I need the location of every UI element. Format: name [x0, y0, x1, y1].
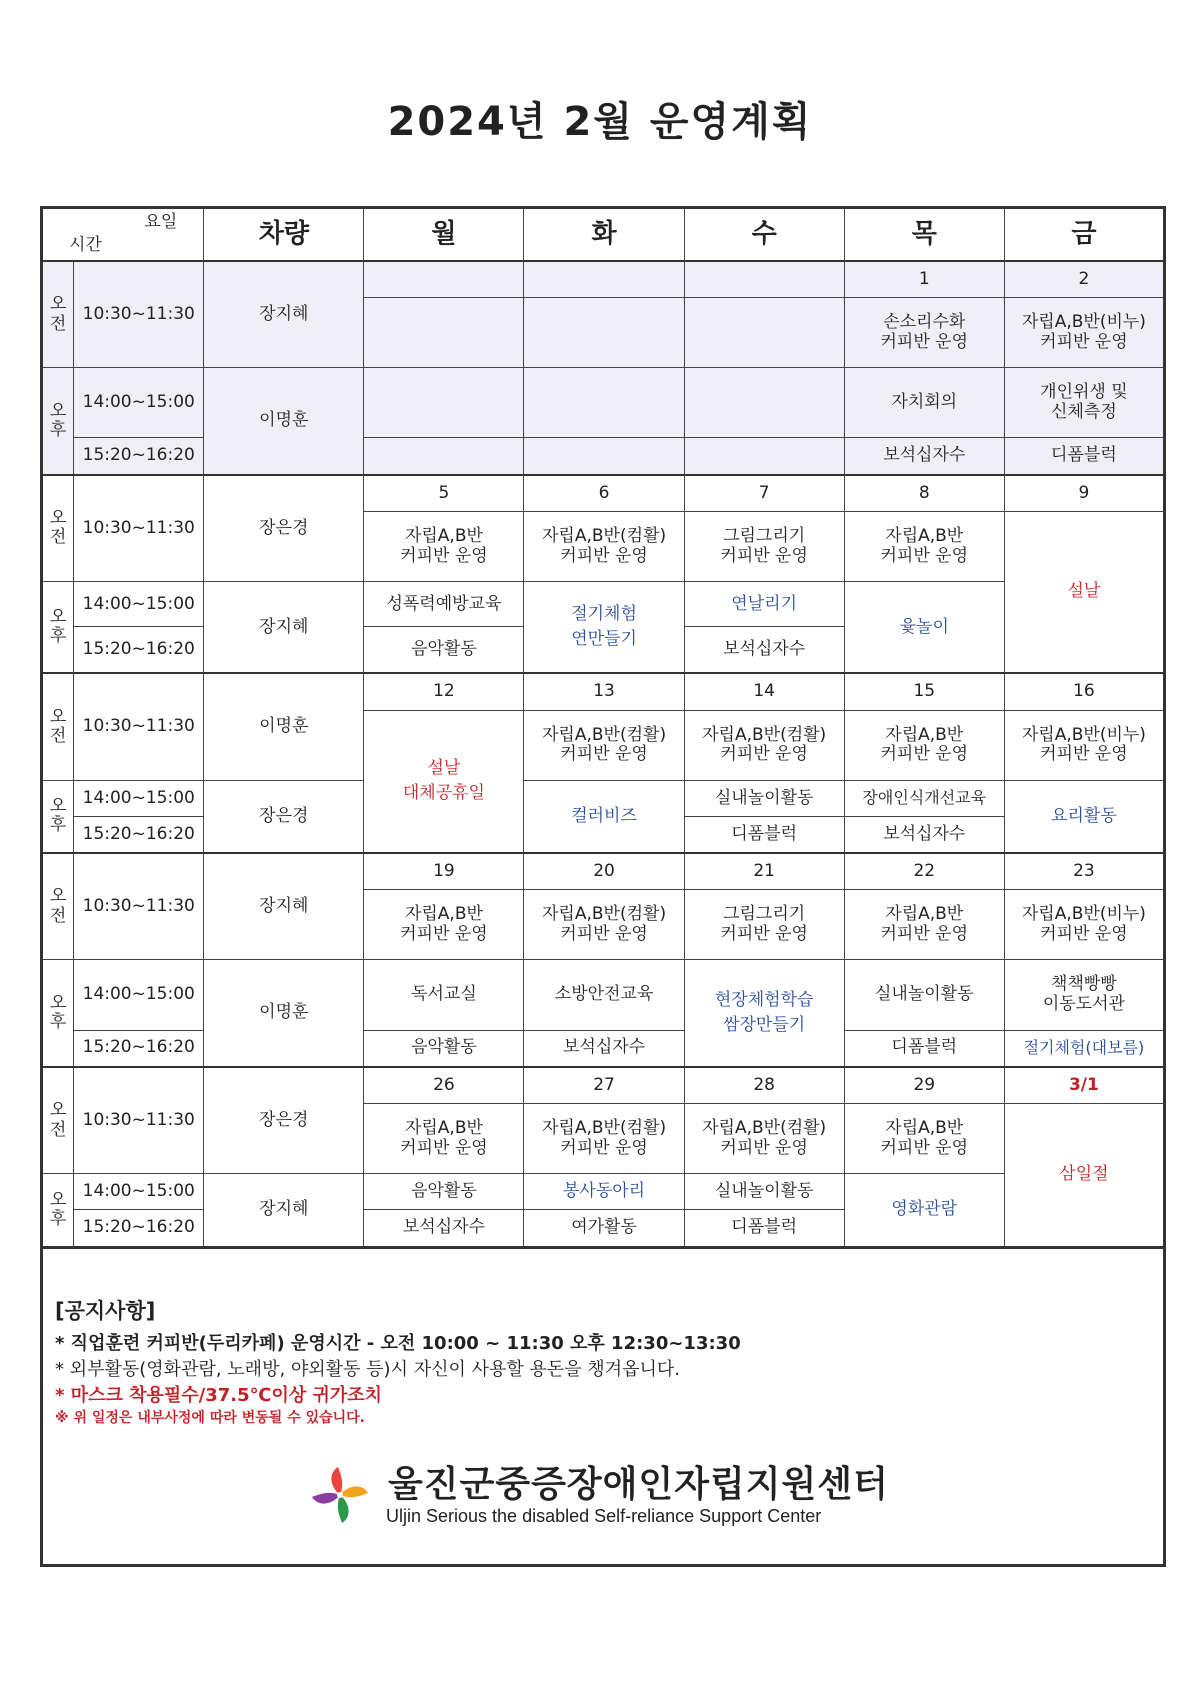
activity-cell: 장애인식개선교육: [844, 780, 1004, 816]
activity-cell: 보석십자수: [364, 1210, 524, 1248]
time-slot-pm-1: 14:00~15:00: [74, 582, 204, 627]
page-title: 2024년 2월 운영계획: [387, 99, 813, 145]
driver-pm: 이명훈: [204, 960, 364, 1067]
activity-cell: 자립A,B반(비누) 커피반 운영: [1004, 890, 1164, 960]
activity-cell: 자립A,B반 커피반 운영: [364, 1104, 524, 1174]
activity-cell: 자립A,B반(비누) 커피반 운영: [1004, 298, 1164, 368]
activity-cell: 절기체험 연만들기: [524, 582, 684, 674]
am-label: [42, 673, 74, 780]
time-slot-pm-2: 15:20~16:20: [74, 1210, 204, 1248]
org-name-english: Uljin Serious the disabled Self-reliance Support Center: [386, 1506, 822, 1526]
am-text: 오전: [49, 706, 67, 747]
activity-cell: 컬러비즈: [524, 780, 684, 853]
date-cell: 21: [684, 853, 844, 890]
driver-pm: 장지혜: [204, 1174, 364, 1248]
empty-cell: [364, 438, 524, 475]
time-slot-am: 10:30~11:30: [74, 853, 204, 960]
notice-line-1: * 직업훈련 커피반(두리카페) 운영시간 - 오전 10:00 ~ 11:30 오후 12:30~13:30: [55, 1333, 741, 1354]
date-cell: 19: [364, 853, 524, 890]
activity-cell: 책책빵빵 이동도서관: [1004, 960, 1164, 1030]
corner-header: [42, 208, 204, 262]
activity-cell: 실내놀이활동: [684, 1174, 844, 1210]
corner-time-label: 시간: [69, 235, 102, 256]
driver-am: 장은경: [204, 1067, 364, 1174]
time-slot-am: 10:30~11:30: [74, 673, 204, 780]
notice-line-3: * 마스크 착용필수/37.5℃이상 귀가조치: [55, 1385, 383, 1406]
date-cell: 22: [844, 853, 1004, 890]
activity-cell: 자립A,B반(컴활) 커피반 운영: [524, 1104, 684, 1174]
activity-cell: 자립A,B반(비누) 커피반 운영: [1004, 710, 1164, 780]
activity-cell: 절기체험(대보름): [1004, 1030, 1164, 1067]
corner-day-label: 요일: [144, 212, 178, 232]
pm-label: [42, 1174, 74, 1248]
am-label: [42, 1067, 74, 1174]
activity-cell: 음악활동: [364, 1030, 524, 1067]
holiday-cell: 설날: [1004, 512, 1164, 674]
week-5-date-row: [42, 1067, 1165, 1104]
driver-am: 이명훈: [204, 673, 364, 780]
date-cell: 28: [684, 1067, 844, 1104]
day-header-tue: 화: [524, 208, 684, 262]
activity-cell: 성폭력예방교육: [364, 582, 524, 627]
activity-cell: 소방안전교육: [524, 960, 684, 1030]
date-cell: 1: [844, 261, 1004, 298]
date-cell: 26: [364, 1067, 524, 1104]
time-slot-am: 10:30~11:30: [74, 475, 204, 582]
activity-cell: 독서교실: [364, 960, 524, 1030]
date-cell: 7: [684, 475, 844, 512]
empty-cell: [684, 261, 844, 298]
activity-cell: 자립A,B반 커피반 운영: [364, 512, 524, 582]
time-slot-pm-1: 14:00~15:00: [74, 960, 204, 1030]
activity-cell: 음악활동: [364, 627, 524, 673]
am-text: 오전: [49, 294, 67, 334]
schedule-table: [40, 206, 1166, 1249]
empty-cell: [524, 261, 684, 298]
pm-label: [42, 960, 74, 1067]
activity-cell: 디폼블럭: [844, 1030, 1004, 1067]
pm-label: [42, 368, 74, 475]
am-text: 오전: [49, 886, 67, 926]
activity-cell: 음악활동: [364, 1174, 524, 1210]
date-cell: 5: [364, 475, 524, 512]
date-cell: 12: [364, 673, 524, 710]
activity-cell: 손소리수화 커피반 운영: [844, 298, 1004, 368]
date-cell: 27: [524, 1067, 684, 1104]
date-cell: 29: [844, 1067, 1004, 1104]
week-1-date-row: [42, 261, 1165, 298]
time-slot-pm-1: 14:00~15:00: [74, 368, 204, 438]
activity-cell: 현장체험학습 쌈장만들기: [684, 960, 844, 1067]
header-row: [42, 208, 1165, 262]
notice-line-2: * 외부활동(영화관람, 노래방, 야외활동 등)시 자신이 사용할 용돈을 챙겨옵니다.: [55, 1359, 681, 1380]
day-header-fri: 금: [1004, 208, 1164, 262]
activity-cell: 윷놀이: [844, 582, 1004, 674]
notice-line-4: ※ 위 일정은 내부사정에 따라 변동될 수 있습니다.: [55, 1410, 366, 1426]
empty-cell: [524, 298, 684, 368]
day-header-wed: 수: [684, 208, 844, 262]
week-4-date-row: [42, 853, 1165, 890]
activity-cell: 자립A,B반(컴활) 커피반 운영: [684, 1104, 844, 1174]
activity-cell: 영화관람: [844, 1174, 1004, 1248]
pm-text: 오후: [49, 1189, 67, 1230]
driver-am: 장지혜: [204, 261, 364, 368]
time-slot-pm-2: 15:20~16:20: [74, 1030, 204, 1067]
vehicle-header: 차량: [204, 208, 364, 262]
activity-cell: 자립A,B반 커피반 운영: [844, 890, 1004, 960]
activity-cell: 요리활동: [1004, 780, 1164, 853]
activity-cell: 보석십자수: [524, 1030, 684, 1067]
week-4-pm-row-1: [42, 960, 1165, 1030]
activity-cell: 디폼블럭: [684, 1210, 844, 1248]
date-cell: 23: [1004, 853, 1164, 890]
date-cell: 15: [844, 673, 1004, 710]
date-cell: 20: [524, 853, 684, 890]
activity-cell: 자립A,B반 커피반 운영: [364, 890, 524, 960]
holiday-cell: 설날 대체공휴일: [364, 710, 524, 853]
day-header-thu: 목: [844, 208, 1004, 262]
pm-text: 오후: [49, 795, 67, 836]
am-label: [42, 853, 74, 960]
activity-cell: 봉사동아리: [524, 1174, 684, 1210]
activity-cell: 디폼블럭: [1004, 438, 1164, 475]
driver-am: 장은경: [204, 475, 364, 582]
activity-cell: 여가활동: [524, 1210, 684, 1248]
date-cell: 9: [1004, 475, 1164, 512]
empty-cell: [364, 368, 524, 438]
week-3-pm-row-1: [42, 780, 1165, 816]
activity-cell: 연날리기: [684, 582, 844, 627]
pm-text: 오후: [49, 400, 67, 441]
driver-am: 장지혜: [204, 853, 364, 960]
time-slot-am: 10:30~11:30: [74, 1067, 204, 1174]
empty-cell: [684, 298, 844, 368]
day-header-mon: 월: [364, 208, 524, 262]
date-cell: 8: [844, 475, 1004, 512]
org-name-korean: 울진군중증장애인자립지원센터: [388, 1464, 889, 1505]
notice-title: [공지사항]: [55, 1299, 156, 1323]
empty-cell: [364, 261, 524, 298]
pm-text: 오후: [49, 606, 67, 647]
activity-cell: 실내놀이활동: [684, 780, 844, 816]
driver-pm: 장지혜: [204, 582, 364, 674]
week-2-date-row: [42, 475, 1165, 512]
date-cell: 6: [524, 475, 684, 512]
pm-label: [42, 582, 74, 674]
am-text: 오전: [49, 1099, 67, 1140]
date-cell: 3/1: [1004, 1067, 1164, 1104]
activity-cell: 자치회의: [844, 368, 1004, 438]
empty-cell: [684, 368, 844, 438]
pm-label: [42, 780, 74, 853]
activity-cell: 개인위생 및 신체측정: [1004, 368, 1164, 438]
driver-pm: 이명훈: [204, 368, 364, 475]
date-cell: 16: [1004, 673, 1164, 710]
empty-cell: [524, 438, 684, 475]
activity-cell: 자립A,B반(컴활) 커피반 운영: [524, 710, 684, 780]
activity-cell: 보석십자수: [684, 627, 844, 673]
activity-cell: 실내놀이활동: [844, 960, 1004, 1030]
pinwheel-logo-icon: [310, 1465, 370, 1525]
time-slot-pm-2: 15:20~16:20: [74, 627, 204, 673]
activity-cell: 자립A,B반 커피반 운영: [844, 512, 1004, 582]
activity-cell: 그림그리기 커피반 운영: [684, 890, 844, 960]
date-cell: 2: [1004, 261, 1164, 298]
holiday-cell: 삼일절: [1004, 1104, 1164, 1248]
activity-cell: 자립A,B반 커피반 운영: [844, 710, 1004, 780]
am-text: 오전: [49, 507, 67, 548]
activity-cell: 그림그리기 커피반 운영: [684, 512, 844, 582]
activity-cell: 디폼블럭: [684, 816, 844, 853]
week-2-pm-row-1: [42, 582, 1165, 627]
activity-cell: 자립A,B반 커피반 운영: [844, 1104, 1004, 1174]
empty-cell: [524, 368, 684, 438]
activity-cell: 보석십자수: [844, 816, 1004, 853]
activity-cell: 자립A,B반(컴활) 커피반 운영: [684, 710, 844, 780]
time-slot-pm-1: 14:00~15:00: [74, 780, 204, 816]
week-5-pm-row-1: [42, 1174, 1165, 1210]
date-cell: 13: [524, 673, 684, 710]
activity-cell: 보석십자수: [844, 438, 1004, 475]
activity-cell: 자립A,B반(컴활) 커피반 운영: [524, 512, 684, 582]
date-cell: 14: [684, 673, 844, 710]
time-slot-am: 10:30~11:30: [74, 261, 204, 368]
time-slot-pm-2: 15:20~16:20: [74, 816, 204, 853]
time-slot-pm-2: 15:20~16:20: [74, 438, 204, 475]
time-slot-pm-1: 14:00~15:00: [74, 1174, 204, 1210]
activity-cell: 자립A,B반(컴활) 커피반 운영: [524, 890, 684, 960]
empty-cell: [364, 298, 524, 368]
driver-pm: 장은경: [204, 780, 364, 853]
week-3-date-row: [42, 673, 1165, 710]
am-label: [42, 475, 74, 582]
pm-text: 오후: [49, 992, 67, 1033]
am-label: [42, 261, 74, 368]
empty-cell: [684, 438, 844, 475]
week-1-pm-row-1: [42, 368, 1165, 438]
